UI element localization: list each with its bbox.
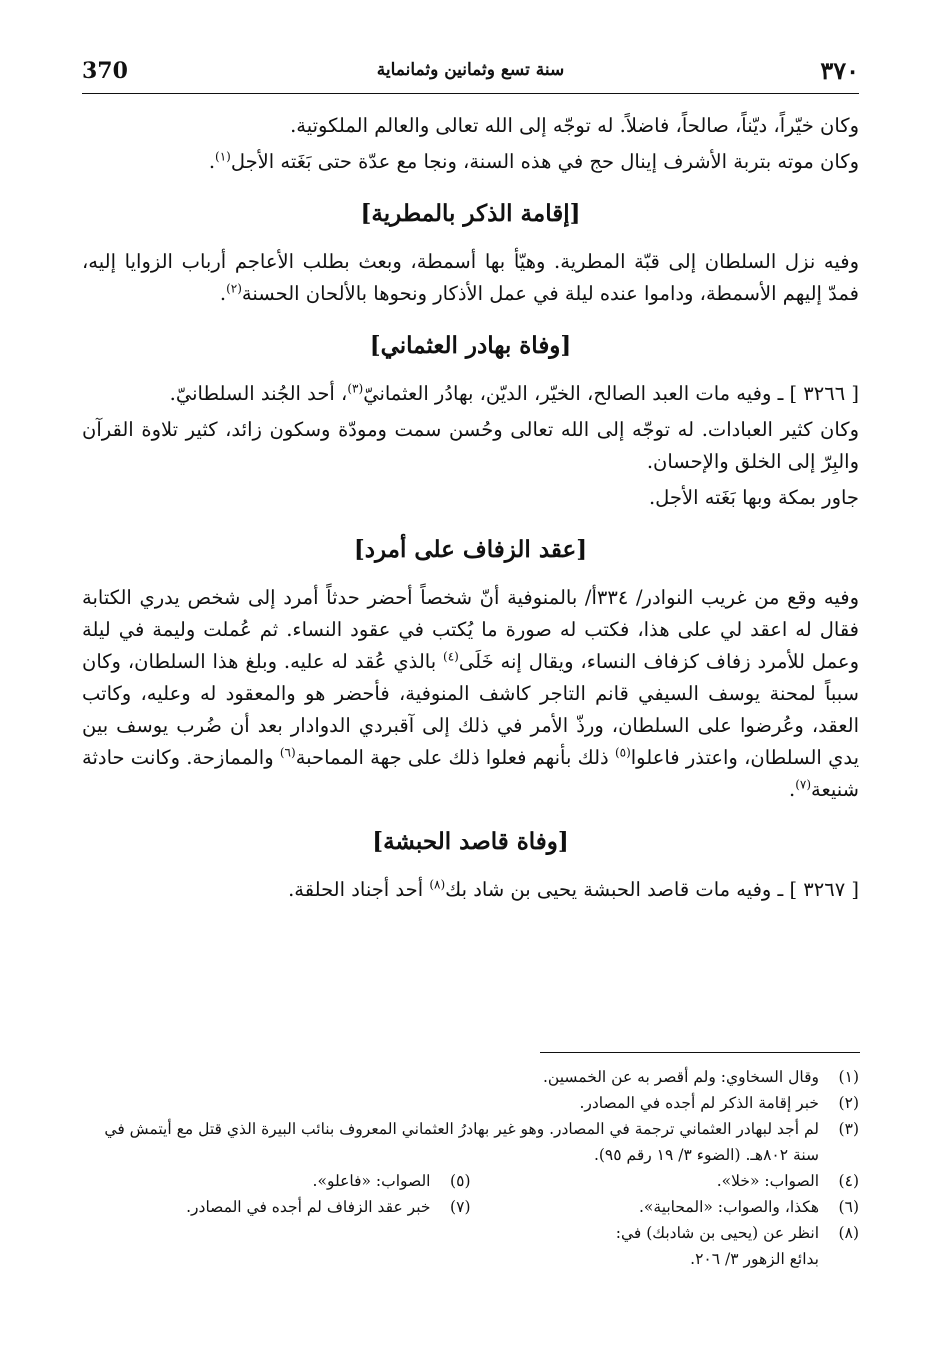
footnote <box>471 1168 860 1194</box>
footnotes <box>82 1064 859 1272</box>
header-rule <box>82 93 859 94</box>
paragraph-text: . <box>208 150 216 173</box>
paragraph <box>82 110 859 142</box>
footnote <box>82 1116 859 1168</box>
footnote-text: الصواب: «خلا». <box>716 1172 819 1190</box>
page-number-latin: 370 <box>82 58 128 84</box>
paragraph-text: وكان موته بتربة الأشرف إينال حج في هذه السنة، ونجا مع عدّة حتى بَغَته الأجل <box>230 150 859 173</box>
paragraph <box>82 146 859 178</box>
running-title: سنة تسع وثمانين وثمانماية <box>376 60 565 80</box>
page-header <box>82 56 859 90</box>
page-number-arabic: ٣٧٠ <box>820 56 859 85</box>
footnote <box>82 1220 859 1246</box>
footnote-text: وقال السخاوي: ولم أقصر به عن الخمسين. <box>543 1068 819 1086</box>
section-heading: [إقامة الذكر بالمطرية] <box>360 200 581 227</box>
entry-paragraph <box>82 378 859 410</box>
footnote-ref: (٦) <box>279 745 296 760</box>
footnote-number: (٤) <box>838 1172 859 1190</box>
footnote-number: (٣) <box>838 1120 859 1138</box>
footnote <box>82 1194 471 1220</box>
paragraph-text: [ ٣٢٦٧ ] ـ وفيه مات قاصد الحبشة يحيى بن شاد بك <box>445 878 859 901</box>
footnote-rule <box>540 1052 860 1053</box>
paragraph-text: وكان كثير العبادات. له توجّه إلى الله تعالى وحُسن سمت ومودّة وسكون زائد، كثير تلاوة القرآن والبِرّ إلى الخلق والإحسان. <box>82 418 859 473</box>
section-heading: [عقد الزفاف على أمرد] <box>353 536 588 563</box>
footnote-number: (١) <box>838 1068 859 1086</box>
footnote <box>82 1064 859 1090</box>
footnote-text: هكذا، والصواب: «المحابية». <box>638 1198 819 1216</box>
paragraph-text: والممازحة. وكانت حادثة شنيعة <box>82 746 859 801</box>
paragraph-text: وفيه نزل السلطان إلى قبّة المطرية. وهيّأ بها أسمطة، وبعث بطلب الأعاجم أرباب الزوايا إليه، فمدّ إليهم الأسمطة، وداموا عنده ليلة في عمل الأذكار ونحوها بالألحان الحسنة <box>82 250 859 305</box>
paragraph-text: وفيه وقع من غريب النوادر/ ٣٣٤أ/ بالمنوفية أنّ شخصاً أحضر حدثاً أمرد إلى شخص يدري الكتابة فقال له اعقد لي على هذا، فكتب له صورة ما يُكتب في عقود النساء. ثم عُملت وليمة في ليلة وعمل للأمرد زفاف كزفاف النساء، ويقال إنه خَلَى <box>82 586 859 673</box>
footnote-ref: (٧) <box>795 777 812 792</box>
footnote-text: خبر عقد الزفاف لم أجده في المصادر. <box>186 1198 431 1216</box>
footnote-ref: (٢) <box>226 281 242 296</box>
footnote-number: (٧) <box>450 1198 471 1216</box>
paragraph-text: . <box>788 778 796 801</box>
footnote-text: الصواب: «فاعلو». <box>312 1172 431 1190</box>
paragraph-text: . <box>219 282 227 305</box>
footnote-text: لم أجد لبهادر العثماني ترجمة في المصادر. وهو غير بهادرُ العثماني المعروف بنائب البيرة الذي قتل مع أيتمش في سنة ٨٠٢هـ. (الضوء ٣/ ١٩ رقم ٩٥). <box>104 1120 819 1164</box>
paragraph-text: ، أحد الجُند السلطانيّ. <box>169 382 348 405</box>
paragraph-text: أحد أجناد الحلقة. <box>288 878 430 901</box>
footnote-number: (٥) <box>450 1172 471 1190</box>
footnote-text: خبر إقامة الذكر لم أجده في المصادر. <box>579 1094 819 1112</box>
footnote <box>82 1168 471 1194</box>
footnote-ref: (٤) <box>443 649 459 664</box>
paragraph-text: جاور بمكة وبها بَغَته الأجل. <box>648 486 859 509</box>
paragraph <box>82 414 859 478</box>
footnote-continuation: بدائع الزهور ٣/ ٢٠٦. <box>690 1250 819 1268</box>
footnote <box>82 1090 859 1116</box>
footnote <box>471 1194 860 1220</box>
main-text <box>82 110 859 906</box>
paragraph <box>82 482 859 514</box>
footnote-row <box>82 1194 859 1220</box>
footnote-ref: (٨) <box>429 877 446 892</box>
paragraph-text: ذلك بأنهم فعلوا ذلك على جهة المماحبة <box>295 746 615 769</box>
footnote-ref: (١) <box>215 149 231 164</box>
footnote-number: (٨) <box>838 1224 859 1242</box>
entry-paragraph <box>82 874 859 906</box>
paragraph-text: [ ٣٢٦٦ ] ـ وفيه مات العبد الصالح، الخيّر، الديّن، بهادُر العثمانيّ <box>363 382 859 405</box>
footnote-ref: (٥) <box>614 745 631 760</box>
section-heading: [وفاة بهادر العثماني] <box>369 332 572 359</box>
footnote-number: (٢) <box>838 1094 859 1112</box>
footnote-number: (٦) <box>838 1198 859 1216</box>
paragraph <box>82 246 859 310</box>
section-heading: [وفاة قاصد الحبشة] <box>372 828 569 855</box>
footnote-ref: (٣) <box>347 381 364 396</box>
footnote-text: انظر عن (يحيى بن شادبك) في: <box>615 1224 819 1242</box>
footnote-row <box>82 1168 859 1194</box>
paragraph-text: بالذي عُقد له عليه. وبلغ هذا السلطان، وكان سبباً لمحنة يوسف السيفي قانم التاجر كاشف المنوفية، فأحضر هو والمعقود له وعليه، وكاتب العقد، وعُرضوا على السلطان، ورذّ الأمر في ذلك إلى آقبردي الدوادار بعد أن ضُرب يوسف بين يدي السلطان، واعتذر فاعلوا <box>82 650 859 769</box>
paragraph <box>82 582 859 806</box>
paragraph-text: وكان خيّراً، ديّناً، صالحاً، فاضلاً. له توجّه إلى الله تعالى والعالم الملكوتية. <box>290 114 859 137</box>
